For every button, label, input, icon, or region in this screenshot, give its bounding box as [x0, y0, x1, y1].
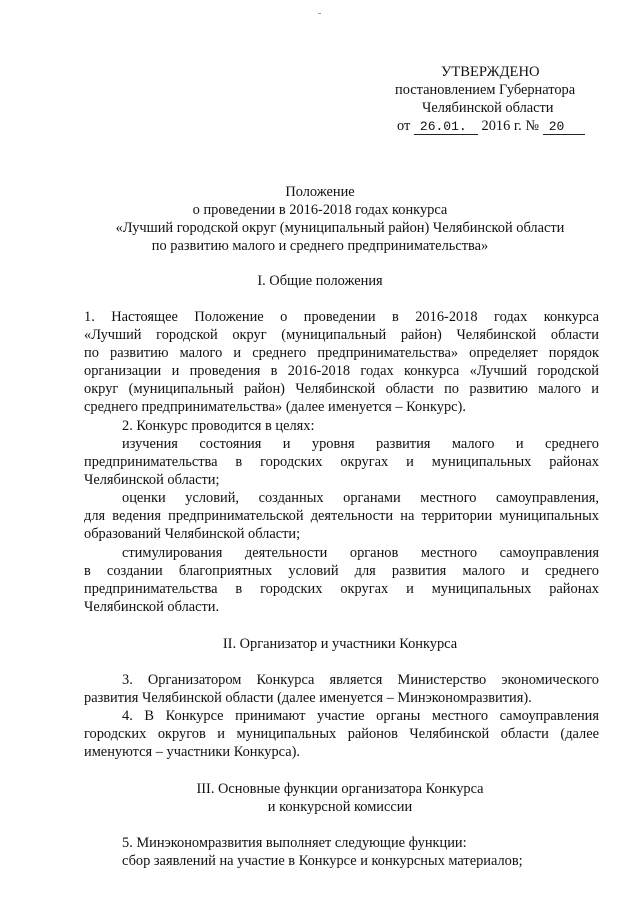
section-3-heading-line-1: III. Основные функции организатора Конкурса	[196, 781, 484, 797]
scan-mark: -	[318, 8, 322, 19]
p4-line: городских округов и муниципальных районов Челябинской области (далее	[84, 726, 599, 742]
p1-line: по развитию малого и среднего предпринимательства» определяет порядок	[84, 345, 599, 361]
p1-line: округ (муниципальный район) Челябинской области по развитию малого и	[84, 381, 599, 397]
doc-title-line-2: о проведении в 2016-2018 годах конкурса	[192, 202, 448, 218]
goal-1-line: изучения состояния и уровня развития малого и среднего	[122, 436, 599, 452]
function-1-line: сбор заявлений на участие в Конкурсе и конкурсных материалов;	[122, 853, 523, 869]
goal-1-last-line: Челябинской области;	[84, 472, 220, 488]
approval-number-value: 20	[543, 120, 585, 135]
doc-title-line-3: «Лучший городской округ (муниципальный район) Челябинской области	[115, 220, 565, 236]
goal-3-line: предпринимательства в городских округах и муниципальных районах	[84, 581, 599, 597]
section-2-heading: II. Организатор и участники Конкурса	[222, 636, 458, 652]
doc-title-line-1: Положение	[285, 184, 355, 200]
goal-2-last-line: образований Челябинской области;	[84, 526, 301, 542]
p1-line: «Лучший городской округ (муниципальный район) Челябинской области	[84, 327, 599, 343]
section-1-heading: I. Общие положения	[257, 273, 383, 289]
approval-date-value: 26.01.	[414, 120, 478, 135]
approval-year-text: 2016 г. №	[481, 118, 540, 134]
goal-3-line: в создании благоприятных условий для развития малого и среднего	[84, 563, 599, 579]
p1-last-line: среднего предпринимательства» (далее именуется – Конкурс).	[84, 399, 466, 415]
approval-date-line	[397, 118, 585, 135]
goal-2-line: оценки условий, созданных органами местного самоуправления,	[122, 490, 599, 506]
approval-line-1: постановлением Губернатора	[395, 82, 576, 98]
approval-date-prefix: от	[397, 118, 411, 134]
p5-line: 5. Минэкономразвития выполняет следующие функции:	[122, 835, 467, 851]
goal-3-last-line: Челябинской области.	[84, 599, 220, 615]
doc-title-line-4: по развитию малого и среднего предпринимательства»	[151, 238, 489, 254]
p4-last-line: именуются – участники Конкурса).	[84, 744, 300, 760]
goal-1-line: предпринимательства в городских округах и муниципальных районах	[84, 454, 599, 470]
approval-title: УТВЕРЖДЕНО	[441, 64, 540, 80]
goal-2-line: для ведения предпринимательской деятельности на территории муниципальных	[84, 508, 599, 524]
p2-line: 2. Конкурс проводится в целях:	[122, 418, 315, 434]
p4-line: 4. В Конкурсе принимают участие органы местного самоуправления	[122, 708, 599, 724]
p3-line: 3. Организатором Конкурса является Министерство экономического	[122, 672, 599, 688]
section-3-heading-line-2: и конкурсной комиссии	[267, 799, 413, 815]
approval-line-2: Челябинской области	[422, 100, 554, 116]
p1-line: 1. Настоящее Положение о проведении в 2016-2018 годах конкурса	[84, 309, 599, 325]
p1-line: организации и проведения в 2016-2018 годах конкурса «Лучший городской	[84, 363, 599, 379]
goal-3-line: стимулирования деятельности органов местного самоуправления	[122, 545, 599, 561]
p3-last-line: развития Челябинской области (далее именуется – Минэкономразвития).	[84, 690, 532, 706]
